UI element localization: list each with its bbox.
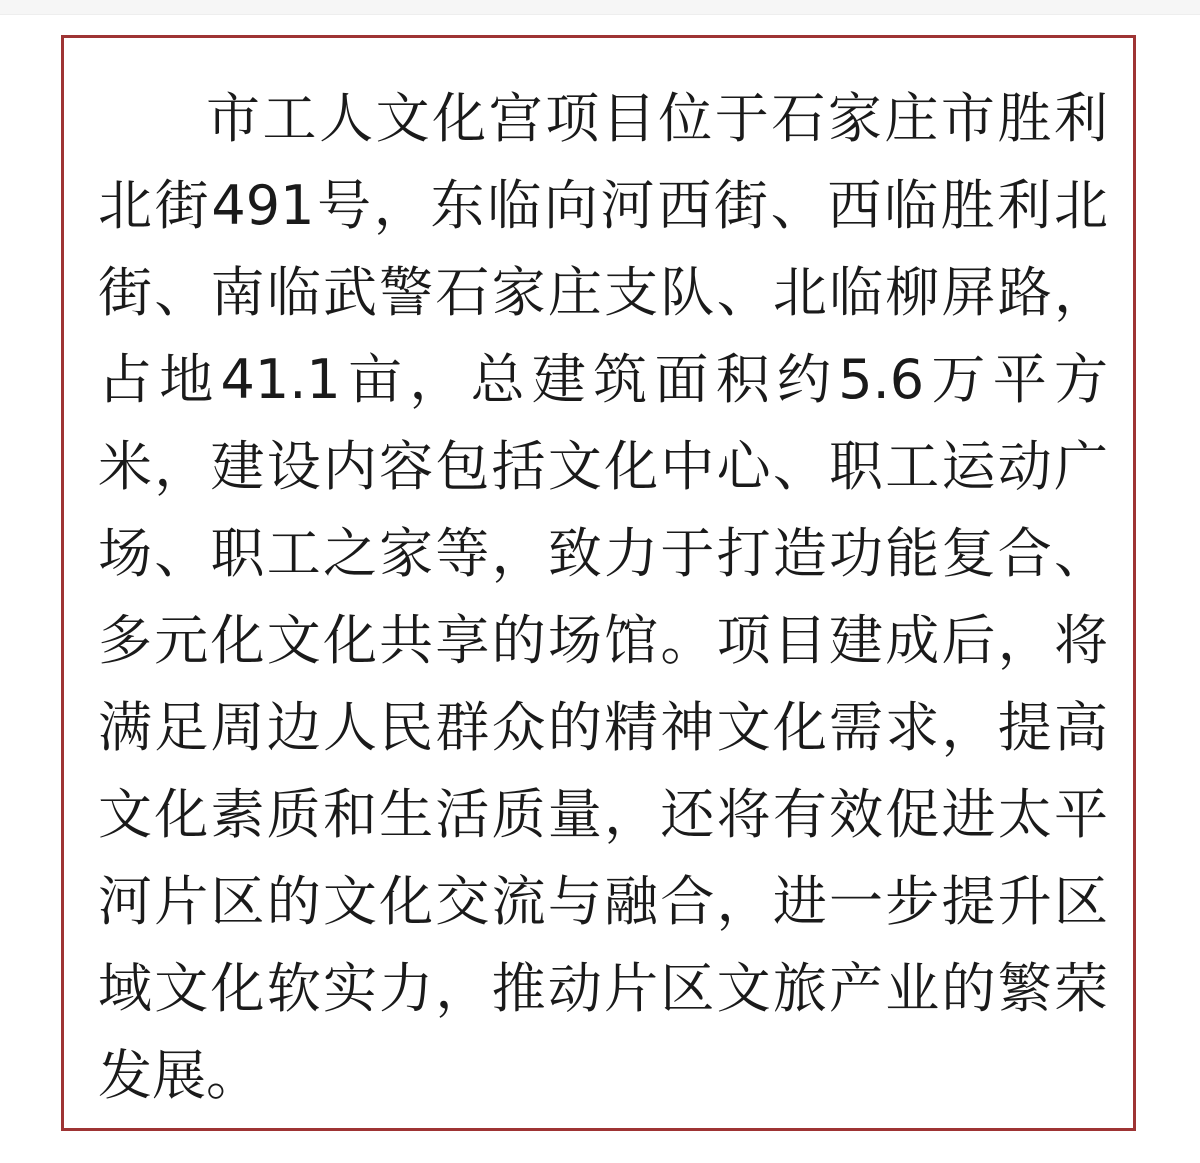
top-strip (0, 0, 1200, 15)
article-body (98, 84, 1108, 1128)
article-line: 满足周边人民群众的精神文化需求，提高 (98, 696, 1108, 759)
article-line: 米，建设内容包括文化中心、职工运动广 (98, 435, 1108, 498)
article-line: 域文化软实力，推动片区文旅产业的繁荣 (98, 957, 1108, 1020)
article-line: 文化素质和生活质量，还将有效促进太平 (98, 783, 1108, 846)
article-line-last: 发展。 (98, 1044, 260, 1107)
article-line: 占地41.1亩，总建筑面积约5.6万平方 (98, 348, 1108, 411)
article-line: 市工人文化宫项目位于石家庄市胜利 (206, 87, 1108, 150)
article-line: 场、职工之家等，致力于打造功能复合、 (98, 522, 1108, 585)
article-line: 北街491号，东临向河西街、西临胜利北 (98, 174, 1108, 237)
article-line: 河片区的文化交流与融合，进一步提升区 (98, 870, 1108, 933)
article-line: 街、南临武警石家庄支队、北临柳屏路， (98, 261, 1108, 324)
article-line: 多元化文化共享的场馆。项目建成后，将 (98, 609, 1108, 672)
article-frame (61, 35, 1136, 1131)
